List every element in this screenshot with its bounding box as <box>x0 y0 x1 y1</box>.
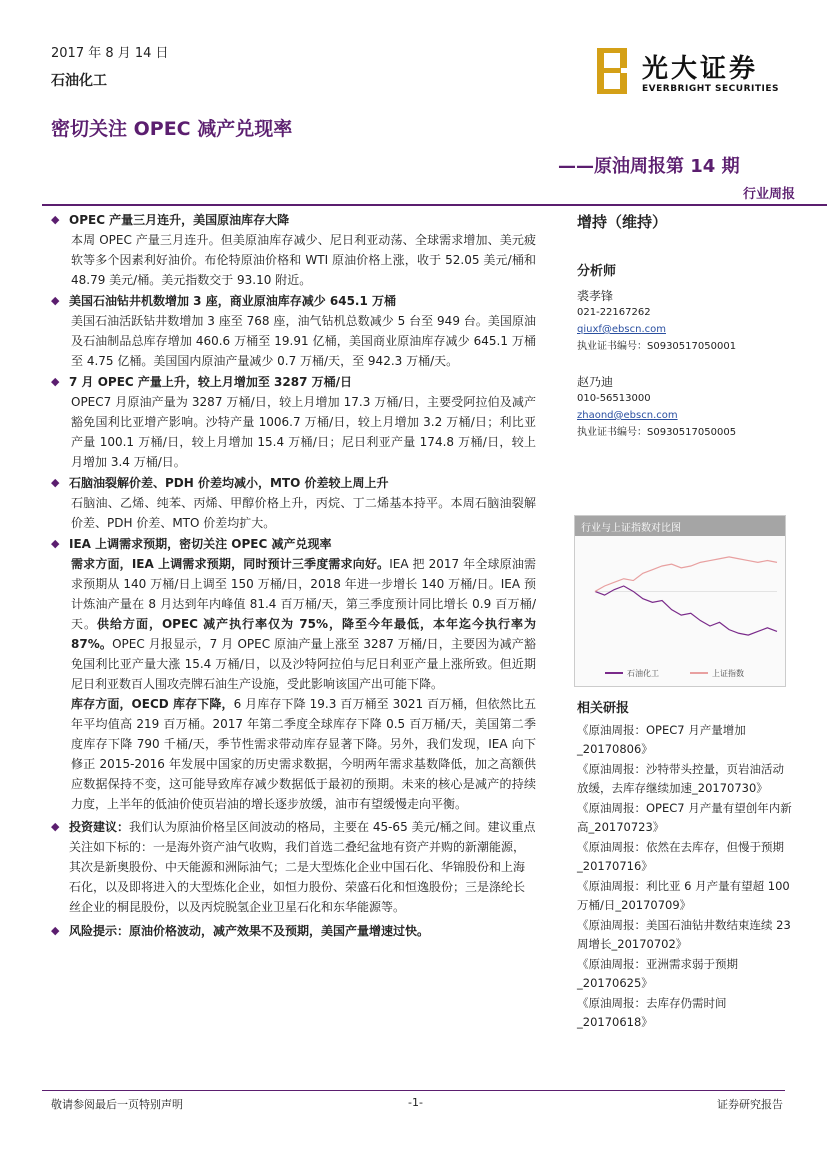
analyst-email[interactable]: qiuxf@ebscn.com <box>577 324 666 335</box>
page-title: 密切关注 OPEC 减产兑现率 <box>51 118 293 140</box>
page-number: -1- <box>408 1096 423 1109</box>
related-report-item[interactable]: 《原油周报：利比亚 6 月产量有望超 100 万桶/日_20170709》 <box>577 878 790 912</box>
main-content <box>51 209 536 941</box>
footer-divider <box>42 1090 785 1091</box>
diamond-bullet-icon: ◆ <box>51 924 60 937</box>
chart-title: 行业与上证指数对比图 <box>575 516 785 536</box>
analyst-phone: 010-56513000 <box>577 393 651 404</box>
report-type: 行业周报 <box>742 187 795 202</box>
footer-label: 证券研究报告 <box>717 1098 783 1111</box>
chart-series-line <box>595 586 777 635</box>
section-heading: ◆ 投资建议：我们认为原油价格呈区间波动的格局，主要在 45-65 美元/桶之间。建议重点关注如下标的：一是海外资产油气收购，我们首选二叠纪盆地有资产并购的新潮能源，其次是新奥股份、中天能源和洲际油气；二是大型炼化企业中国石化、华锦股份和上海石化，以及即将进入的大型炼化企业，如恒力股份、荣盛石化和恒逸股份；三是涤纶长丝企业的桐昆股份，以及丙烷脱氢企业卫星石化和东华能源等。 <box>51 817 536 917</box>
section-heading: ◆ 石脑油裂解价差、PDH 价差均减小，MTO 价差较上周上升 <box>51 473 536 493</box>
sidebar <box>577 209 792 441</box>
sector-label: 石油化工 <box>51 73 107 89</box>
analyst-name: 赵乃迪 <box>577 375 614 389</box>
rating-label: 增持（维持） <box>577 213 668 231</box>
diamond-bullet-icon: ◆ <box>51 375 60 388</box>
analyst-email[interactable]: zhaond@ebscn.com <box>577 410 678 421</box>
header-divider <box>42 204 827 206</box>
logo-text-cn: 光大证券 <box>642 54 759 84</box>
chart-plot <box>575 536 785 686</box>
related-report-item[interactable]: 《原油周报：美国石油钻井数结束连续 23 周增长_20170702》 <box>577 917 791 951</box>
section-heading: ◆ IEA 上调需求预期，密切关注 OPEC 减产兑现率 <box>51 534 536 554</box>
report-subtitle: ——原油周报第 14 期 <box>558 156 740 177</box>
diamond-bullet-icon: ◆ <box>51 213 60 226</box>
logo-text-en: EVERBRIGHT SECURITIES <box>642 84 779 94</box>
diamond-bullet-icon: ◆ <box>51 294 60 307</box>
section-heading: ◆ 风险提示：原油价格波动，减产效果不及预期，美国产量增速过快。 <box>51 921 536 941</box>
everbright-logo-icon <box>597 48 627 94</box>
diamond-bullet-icon: ◆ <box>51 537 60 550</box>
related-report-item[interactable]: 《原油周报：OPEC7 月产量增加_20170806》 <box>577 722 746 756</box>
section-heading: ◆ 7 月 OPEC 产量上升，较上月增加至 3287 万桶/日 <box>51 372 536 392</box>
footer-disclaimer: 敬请参阅最后一页特别声明 <box>51 1098 183 1111</box>
section-heading: ◆ OPEC 产量三月连升，美国原油库存大降 <box>51 210 536 230</box>
section-body: 需求方面，IEA 上调需求预期，同时预计三季度需求向好。IEA 把 2017 年全球原油需求预期从 140 万桶/日上调至 150 万桶/日，2018 年进一步增长 140 万桶/日。IEA 预计炼油产量在 8 月达到年内峰值 81.4 百万桶/天，第三季度预计同比增长 0.9 百万桶/天。供给方面，OPEC 减产执行率仅为 75%，降至今年最低，本年迄今执行率为 87%。OPEC 月报显示，7 月 OPEC 原油产量上涨至 3287 万桶/日，主要因为减产豁免国利比亚产量大涨 15.4 万桶/日，以及沙特阿拉伯与尼日利亚产量上涨所致。但近期尼日利亚数百人围攻壳牌石油生产设施，受此影响该国产出可能下降。 库存方面，OECD 库存下降，6 月库存下降 19.3 百万桶至 3021 百万桶，但依然比五年平均值高 219 百万桶。2017 年第二季度全球库存下降 0.5 百万桶/天，美国第二季度库存下降 790 千桶/天，季节性需求带动库存显著下降。另外，我们发现，IEA 向下修正 2015-2016 年发展中国家的历史需求数据，今明两年需求基数降低，加之高额供应数据保持不变，这可能导致库存减少数据低于最初的预期。未来的核心是减产的持续力度，上半年的低油价使页岩油的增长逐步放缓，油市有望缓慢走向平衡。 <box>71 557 536 811</box>
related-report-item[interactable]: 《原油周报：依然在去库存，但慢于预期_20170716》 <box>577 839 784 873</box>
analyst-name: 裘孝锋 <box>577 289 614 303</box>
legend-label: 石油化工 <box>627 669 659 678</box>
legend-label: 上证指数 <box>712 669 744 678</box>
analyst-heading: 分析师 <box>577 264 617 279</box>
analyst-phone: 021-22167262 <box>577 307 651 318</box>
related-report-item[interactable]: 《原油周报：亚洲需求弱于预期_20170625》 <box>577 956 738 990</box>
analyst-cert: 执业证书编号：S0930517050001 <box>577 341 737 352</box>
section-heading: ◆ 美国石油钻井机数增加 3 座，商业原油库存减少 645.1 万桶 <box>51 291 536 311</box>
related-report-item[interactable]: 《原油周报：去库存仍需时间_20170618》 <box>577 995 727 1029</box>
related-report-item[interactable]: 《原油周报：OPEC7 月产量有望创年内新高_20170723》 <box>577 800 792 834</box>
comparison-chart <box>574 515 786 687</box>
report-date: 2017 年 8 月 14 日 <box>51 46 169 61</box>
section-body: 美国石油活跃钻井数增加 3 座至 768 座，油气钻机总数减少 5 台至 949 台。美国原油及石油制品总库存增加 460.6 万桶至 19.91 亿桶，美国商业原油库存减少 645.1 万桶至 4.75 亿桶。美国国内原油产量减少 0.7 万桶/天，至 942.3 万桶/天。 <box>71 314 536 368</box>
diamond-bullet-icon: ◆ <box>51 820 60 833</box>
diamond-bullet-icon: ◆ <box>51 476 60 489</box>
analyst-cert: 执业证书编号：S0930517050005 <box>577 427 737 438</box>
related-heading: 相关研报 <box>577 701 630 716</box>
section-body: 本周 OPEC 产量三月连升。但美原油库存减少、尼日利亚动荡、全球需求增加、美元疲软等多个因素利好油价。布伦特原油价格和 WTI 原油价格上涨，收于 52.05 美元/桶和 48.79 美元/桶。美元指数交于 93.10 附近。 <box>71 233 536 287</box>
section-body: OPEC7 月原油产量为 3287 万桶/日，较上月增加 17.3 万桶/日，主要受阿拉伯及减产豁免国利比亚增产影响。沙特产量 1006.7 万桶/日，较上月增加 3.2 万桶/日；利比亚产量 100.1 万桶/日，较上月增加 15.4 万桶/日；尼日利亚产量 174.8 万桶/日，较上月增加 3.4 万桶/日。 <box>71 395 536 469</box>
section-body: 石脑油、乙烯、纯苯、丙烯、甲醇价格上升，丙烷、丁二烯基本持平。本周石脑油裂解价差、PDH 价差、MTO 价差均扩大。 <box>71 496 536 530</box>
related-report-item[interactable]: 《原油周报：沙特带头控量，页岩油活动放缓，去库存继续加速_20170730》 <box>577 761 784 795</box>
related-reports <box>577 699 792 1033</box>
